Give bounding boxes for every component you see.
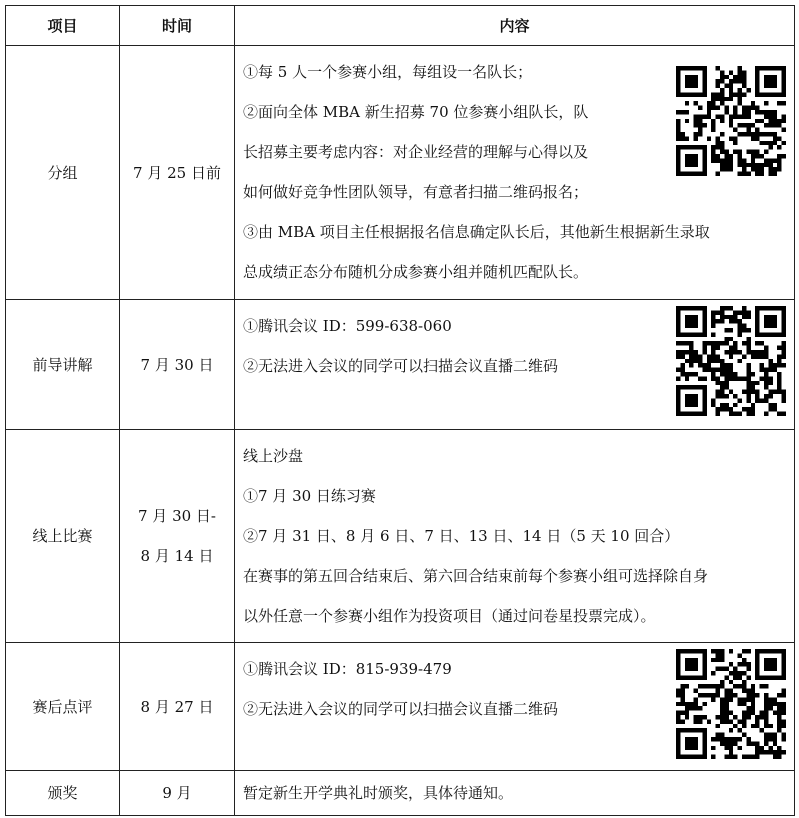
row-time: [120, 643, 235, 771]
row-content: [235, 300, 795, 430]
table-row: [6, 643, 795, 771]
content-line: ③由 MBA 项目主任根据报名信息确定队长后，其他新生根据新生录取: [243, 223, 710, 241]
table-row: [6, 300, 795, 430]
content-line: ②面向全体 MBA 新生招募 70 位参赛小组队长，队: [243, 103, 589, 121]
row-time-line: 7 月 30 日: [140, 355, 214, 374]
content-line: ①每 5 人一个参赛小组，每组设一名队长；: [243, 63, 533, 81]
content-line: ①7 月 30 日练习赛: [243, 487, 376, 505]
table-row: [6, 46, 795, 300]
qr-code-icon[interactable]: [676, 649, 786, 759]
row-time: [120, 46, 235, 300]
content-line: 在赛事的第五回合结束后、第六回合结束前每个参赛小组可选择除自身: [243, 567, 709, 585]
row-item: 前导讲解: [6, 300, 120, 430]
content-line: 线上沙盘: [243, 447, 304, 465]
content-line: ②无法进入会议的同学可以扫描会议直播二维码: [243, 357, 559, 375]
content-line: ①腾讯会议 ID：815-939-479: [243, 660, 452, 678]
header-content: 内容: [235, 6, 795, 46]
row-time-line: 8 月 27 日: [140, 697, 214, 716]
content-line: 以外任意一个参赛小组作为投资项目（通过问卷星投票完成）。: [243, 607, 656, 625]
row-time: [120, 430, 235, 643]
row-time: [120, 300, 235, 430]
row-time-line: 7 月 30 日-: [137, 507, 216, 525]
header-row: [6, 6, 795, 46]
table-row: [6, 771, 795, 816]
row-time: [120, 771, 235, 816]
content-line: 总成绩正态分布随机分成参赛小组并随机匹配队长。: [243, 263, 589, 281]
content-line: ①腾讯会议 ID：599-638-060: [243, 317, 452, 335]
header-time: 时间: [120, 6, 235, 46]
row-content: [235, 643, 795, 771]
row-time-line: 9 月: [162, 784, 192, 802]
row-item: 线上比赛: [6, 430, 120, 643]
content-line: ②7 月 31 日、8 月 6 日、7 日、13 日、14 日（5 天 10 回合）: [243, 527, 680, 545]
content-line: ②无法进入会议的同学可以扫描会议直播二维码: [243, 700, 559, 718]
row-item: 赛后点评: [6, 643, 120, 771]
row-item: 颁奖: [6, 771, 120, 816]
table-row: [6, 430, 795, 643]
qr-code-icon[interactable]: [676, 306, 786, 416]
qr-code-icon-graphic: [676, 66, 786, 176]
row-content: [235, 430, 795, 643]
content-line: 长招募主要考虑内容：对企业经营的理解与心得以及: [243, 143, 589, 161]
row-time-line: 8 月 14 日: [140, 547, 214, 565]
row-item: 分组: [6, 46, 120, 300]
row-time-line: 7 月 25 日前: [133, 163, 221, 182]
content-line: 暂定新生开学典礼时颁奖，具体待通知。: [243, 784, 514, 802]
qr-code-icon-graphic: [676, 306, 786, 416]
row-content: [235, 46, 795, 300]
row-content: [235, 771, 795, 816]
content-line: 如何做好竞争性团队领导，有意者扫描二维码报名；: [243, 183, 589, 201]
qr-code-icon-graphic: [676, 649, 786, 759]
header-item: 项目: [6, 6, 120, 46]
schedule-table: [5, 5, 795, 816]
qr-code-icon[interactable]: [676, 66, 786, 176]
